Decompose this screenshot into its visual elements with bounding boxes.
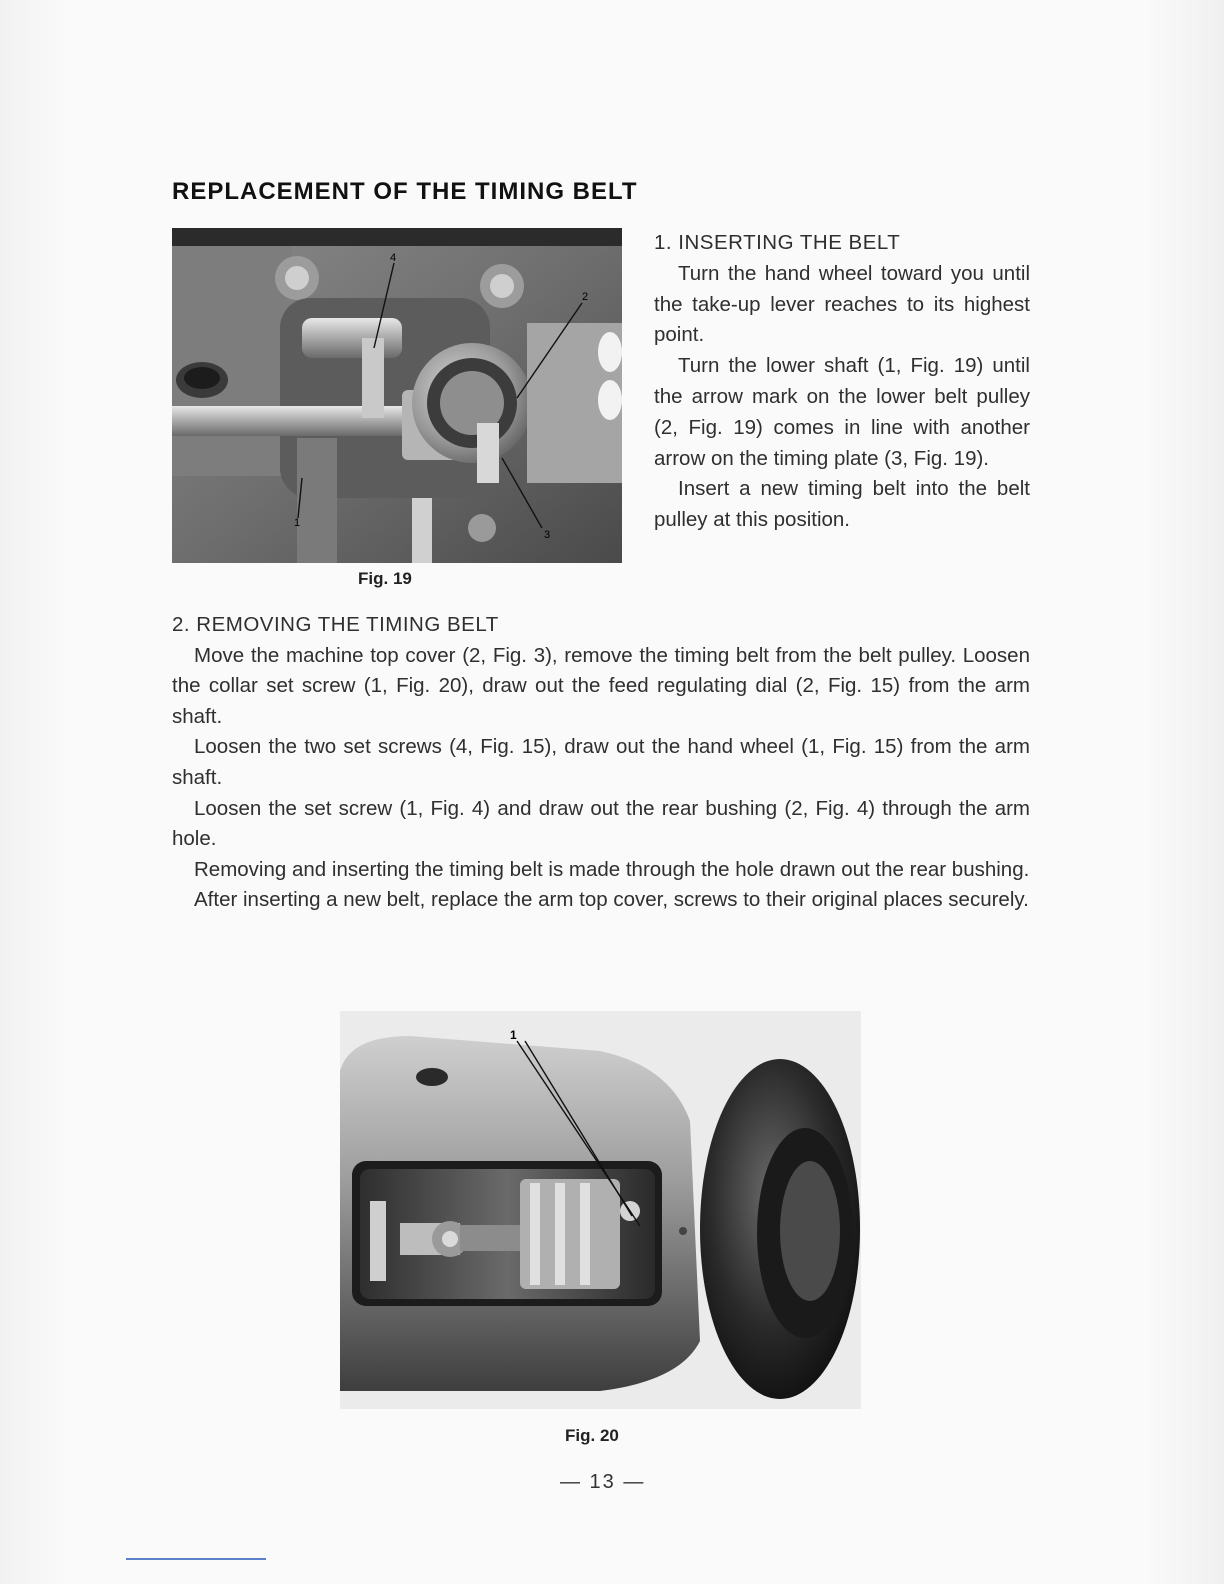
section2-paragraph: Removing and inserting the timing belt is made through the hole drawn out the rear bushing.	[194, 857, 1030, 881]
section-inserting-belt	[654, 228, 1030, 536]
fig20-callout-1: 1	[510, 1028, 517, 1042]
figure-19-photo	[172, 228, 622, 563]
fig19-callout-3: 3	[544, 529, 551, 541]
section1-heading: 1. INSERTING THE BELT	[654, 231, 901, 254]
fig19-callout-4: 4	[390, 252, 397, 264]
page-title: REPLACEMENT OF THE TIMING BELT	[172, 178, 638, 205]
section-removing-belt	[172, 610, 1030, 916]
section2-heading: 2. REMOVING THE TIMING BELT	[172, 613, 499, 636]
fig19-callout-1: 1	[294, 517, 301, 529]
fig19-callout-2: 2	[582, 291, 589, 303]
section2-paragraph: Move the machine top cover (2, Fig. 3), remove the timing belt from the belt pulley. Loosen the collar set screw (1, Fig. 20), draw out the feed regulating dial (2, Fig. 15) from the arm shaft.	[172, 643, 1030, 728]
section1-paragraph: Turn the lower shaft (1, Fig. 19) until the arrow mark on the lower belt pulley (2, Fig. 19) comes in line with another arrow on the timing plate (3, Fig. 19).	[654, 354, 1030, 470]
scan-underline-mark	[126, 1558, 266, 1560]
section1-paragraph: Insert a new timing belt into the belt pulley at this position.	[654, 477, 1030, 532]
page-edge-shadow-left	[0, 0, 70, 1584]
section2-paragraph: Loosen the two set screws (4, Fig. 15), draw out the hand wheel (1, Fig. 15) from the arm shaft.	[172, 735, 1030, 789]
figure-19-caption: Fig. 19	[358, 569, 412, 588]
section1-paragraph: Turn the hand wheel toward you until the take-up lever reaches to its highest point.	[654, 261, 1030, 347]
page-edge-shadow-right	[1144, 0, 1224, 1584]
figure-20-caption: Fig. 20	[565, 1426, 619, 1445]
section2-paragraph: After inserting a new belt, replace the arm top cover, screws to their original places securely.	[194, 888, 1029, 912]
page-number: — 13 —	[560, 1471, 646, 1493]
section2-paragraph: Loosen the set screw (1, Fig. 4) and draw out the rear bushing (2, Fig. 4) through the arm hole.	[172, 796, 1030, 851]
figure-20-photo	[340, 1011, 861, 1409]
